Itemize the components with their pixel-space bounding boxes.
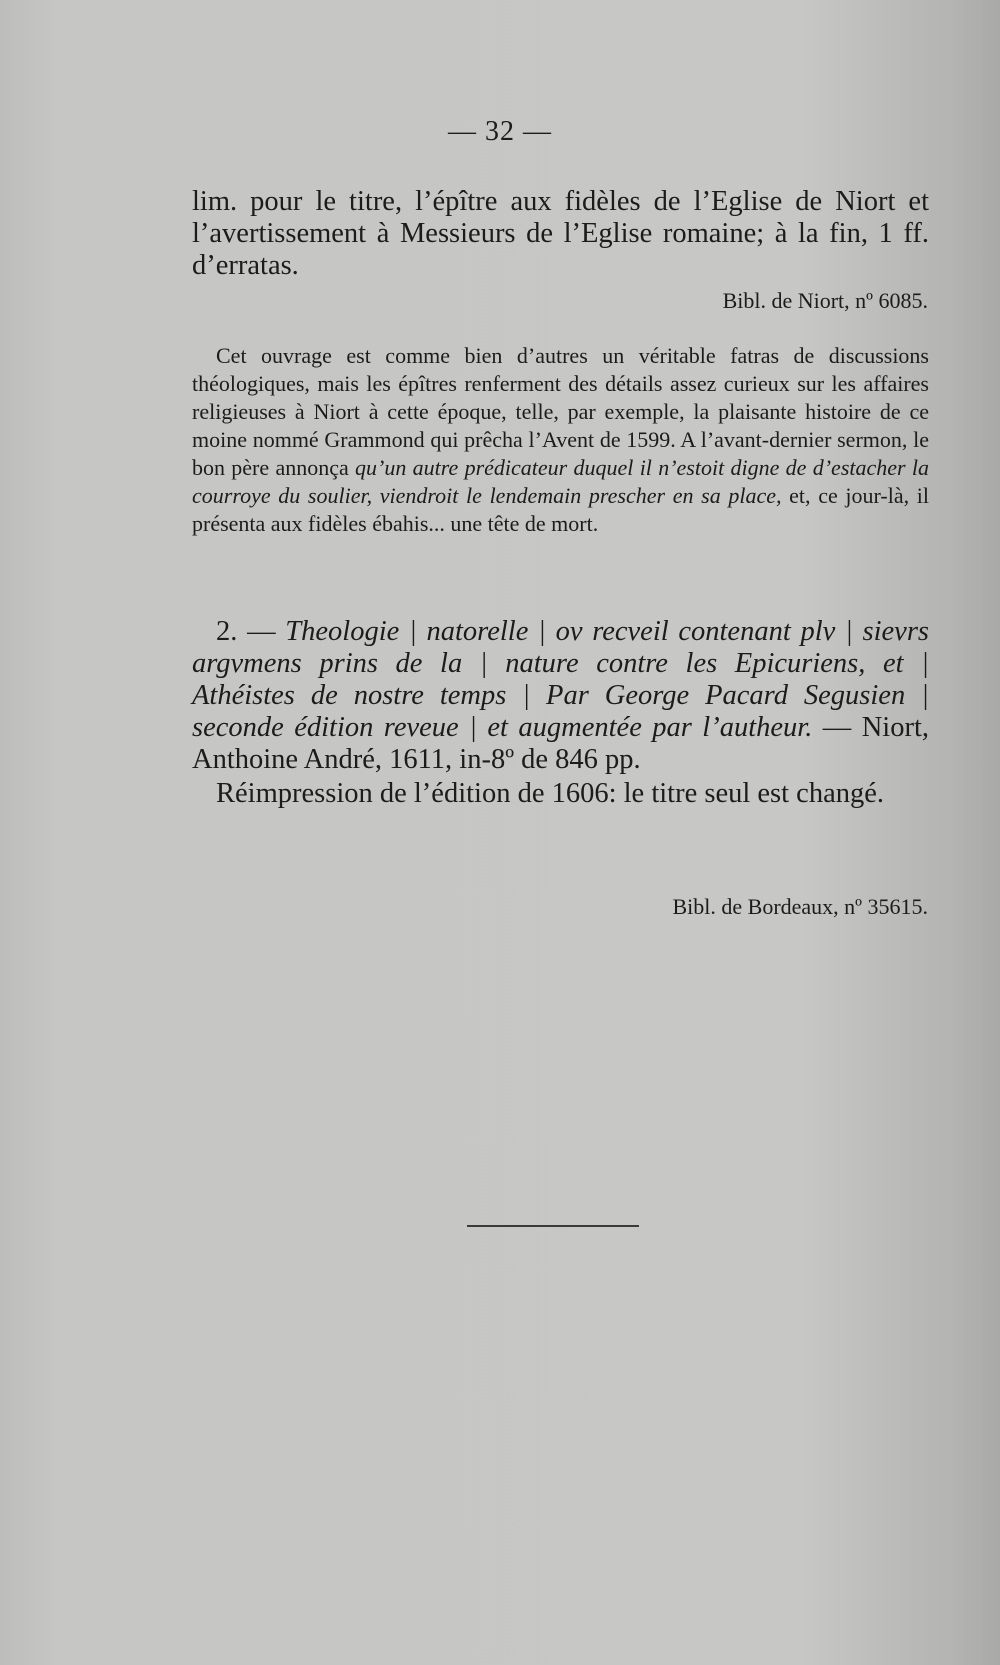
entry-continuation-paragraph: lim. pour le titre, l’épître aux fidèles de l’Eglise de Niort et l’avertissement à Messieurs de l’Eglise romaine; à la fin, 1 ff. d’erratas. bbox=[192, 186, 929, 281]
entry-2 bbox=[192, 616, 929, 810]
commentary-text-start: Cet ouvrage est comme bien d’autres un véritable fatras de discussions théologiques, mais les épîtres renferment des détails assez curieux sur les affaires religieuses à Niort à cette époque, telle, par exemple, la plaisante histoire de ce moine nommé Grammond qui prêcha l’Avent de 1599. A l’avant-dernier sermon, le bon père annonça bbox=[192, 343, 929, 480]
page-number: — 32 — bbox=[448, 116, 552, 147]
commentary-quote: qu’un autre prédicateur duquel il n’estoit digne de d’estacher la courroye du soulier, viendroit le lendemain prescher en sa place, bbox=[192, 455, 929, 508]
closing-rule bbox=[467, 1225, 639, 1227]
entry-continuation-text bbox=[192, 186, 929, 282]
entry-2-title: Theologie | natorelle | ov recveil contenant plv | sievrs argvmens prins de la | nature contre les Epicuriens, et | Athéistes de nostre temps | Par George Pacard Segusien | seconde édition reveue | et augmentée par l’autheur. bbox=[192, 616, 929, 743]
reference-niort: Bibl. de Niort, nº 6085. bbox=[722, 288, 928, 313]
entry-2-number: 2. — bbox=[216, 616, 286, 647]
entry-2-imprint: — Niort, Anthoine André, 1611, in-8º de 846 pp. bbox=[192, 712, 929, 775]
commentary-text-end: et, ce jour-là, il présenta aux fidèles ébahis... une tête de mort. bbox=[192, 483, 929, 536]
reference-bordeaux: Bibl. de Bordeaux, nº 35615. bbox=[672, 894, 928, 919]
commentary-paragraph bbox=[192, 342, 929, 538]
entry-2-note: Réimpression de l’édition de 1606: le titre seul est changé. bbox=[216, 778, 884, 809]
